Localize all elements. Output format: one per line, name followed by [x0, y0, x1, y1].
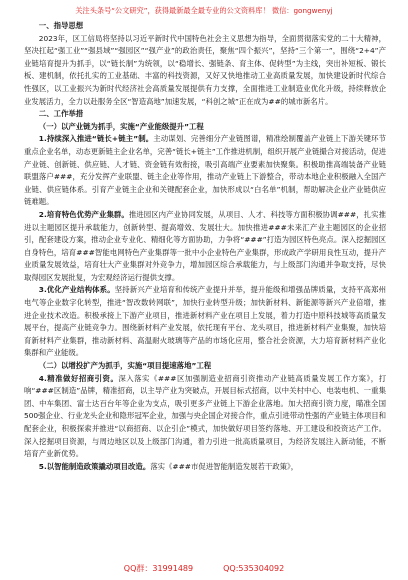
- sub-heading-industry-chain: （一）以产业链为抓手，实施“产业能级提升”工程: [38, 121, 204, 131]
- paragraph-text: 深入落实《###区加强制造业招商引资推动产业链高质量发展工作方案》，打响“###区制造”品牌，精准招商，以主导产业为突破点，开展目标式招商，以中关村中心、电装电机、一重集团、中车集团、富士达百台年等企业为支点，吸引更多产业链上下游企业落地。加大招商引资力度，瞄准全国500强企业、行业龙头企业和隐形冠军企业，加强与央企国企对接合作，重点引进带动性强的产业链主体项目和配套企业，积极探索并推进“以商招商、以企引企”模式，加快做好项目签约落地、开工建设和投资达产工作。深入挖掘项目资源，与周边地区以及上级部门沟通，着力引进一批高质量项目，为经济发展注入新动能，不断培育产业新优势。: [24, 373, 387, 459]
- paragraph-text: 推进园区内产业协同发展，从项目、人才、科技等方面积极协调###，扎实推进以主题园区提升承载能力，创新转型、提高增效、发展壮大。加快推进###未来汇产业主题园区的企业招引，配套建设方案，推动企业专业化、精细化等方面协助，力争将“###”打造为园区特色亮点。深入挖掘园区自身特色，培育###智能电网特色产业集群等一批中小企业特色产业集群，形成政产学研用良性互动，提升产业质量发展效益，培育壮大产业集群对外竞争力，增加园区综合承载能力，与上级部门沟通并争取支持，尽快取得园区发展批复，为宏观经济运行提供支撑。: [24, 209, 386, 282]
- paragraph-text: 坚持新兴产业培育和传统产业提升并举，提升能级和增强品牌质量，支持平高郑州电气等企业数字化转型，推进“智改数转网联”，加快行业转型升级；加快新材料、新能源等新兴产业倍增，推进企业技术改造。积极承接上下游产业项目，推进新材料产业在项目上发展，着力打造中原科技城等高质量发展平台，提高产业链竞争力。围绕新材料产业发展，依托现有平台、龙头项目，推进新材料产业集聚，加快培育新材料产业集群，推动新材料、高温耐火玻璃等产品的市场化应用，整合社会资源，大力培育新材料产业化集群和产业能级。: [24, 285, 386, 358]
- paragraph-lead: 1.持续深入推进“链长+链主”制。: [38, 134, 154, 144]
- sub-heading-investment: （二）以增投扩产为抓手，实施“项目提速落地”工程: [38, 361, 212, 371]
- paragraph-lead: 3.优化产业结构体系。: [38, 285, 115, 295]
- paragraph-industry-cluster: [24, 209, 386, 285]
- top-banner: 关注头条号“公文研究”，获得最新最全最专业的公文资料库！ 微信：gongwenyj: [75, 6, 333, 15]
- paragraph-industry-structure: [24, 284, 386, 360]
- section-heading-work-measures: 二、工作举措: [38, 109, 84, 119]
- footer-qq-group: QQ群：31991489: [123, 564, 194, 573]
- paragraph-lead: 4.精准做好招商引资。: [38, 373, 119, 383]
- paragraph-lead: 2.培育特色优势产业集群。: [38, 209, 129, 219]
- section-heading-guiding-ideology: 一、指导思想: [38, 21, 84, 30]
- paragraph-text: 落实《###市促进智能制造发展若干政策》，: [150, 461, 299, 471]
- paragraph-chain-leader: [24, 133, 386, 209]
- paragraph-lead: 5.以智能制造政策撬动项目改造。: [38, 461, 151, 471]
- footer-contact: [0, 563, 408, 574]
- paragraph-text: 主动谋划、完善细分产业链图谱，精准绘制覆盖产业链上下游关键环节重点企业名单，动态更新链主企业名单，完善“链长+链主”工作推进机制，组织开展产业链撮合对接活动，促进产业链、创新链、供应链、人才链、资金链有效衔接，吸引高端产业要素加快聚集。积极助推高端装备产业链联盟落户###，充分发挥产业联盟、链主企业等作用，推动产业链上下游整合，带动本地企业积极融入全国产业链、供应链体系。引育产业链主企业和关键配套企业，加快形成以“白名单”机制，帮助解决企业产业链供应链难题。: [24, 134, 387, 207]
- document-body: [24, 20, 386, 473]
- paragraph-investment-attraction: [24, 373, 386, 461]
- footer-qq-number: QQ:535304092: [223, 564, 285, 573]
- paragraph-guiding-ideology: 2023年，区工信局将坚持以习近平新时代中国特色社会主义思想为指导，全面贯彻落实党的二十大精神，坚决扛起“强工业”“强县域”“强园区”“强产业”的政治责任，聚焦“四个振兴”，坚持“三个第一”，围绕“2+4”产业链培育提升为抓手，以“链长制”为统领，以“稳增长、强链条、育主体、促转型”为主线，突出补短板、锻长板、建机制，依托扎实的工业基础、丰富的科技资源，又好又快地推动工业高质量发展，加快建设新时代综合性强区，以工业振兴为新时代经济社会高质量发展提供有力支撑，全面推进工业制造业优化升级，持续释放企业发展活力，全力以赴服务全区“智造高地”加速发展，“科创之城”正在成为##的城市新名片。: [24, 33, 386, 106]
- paragraph-smart-manufacturing: [24, 461, 386, 474]
